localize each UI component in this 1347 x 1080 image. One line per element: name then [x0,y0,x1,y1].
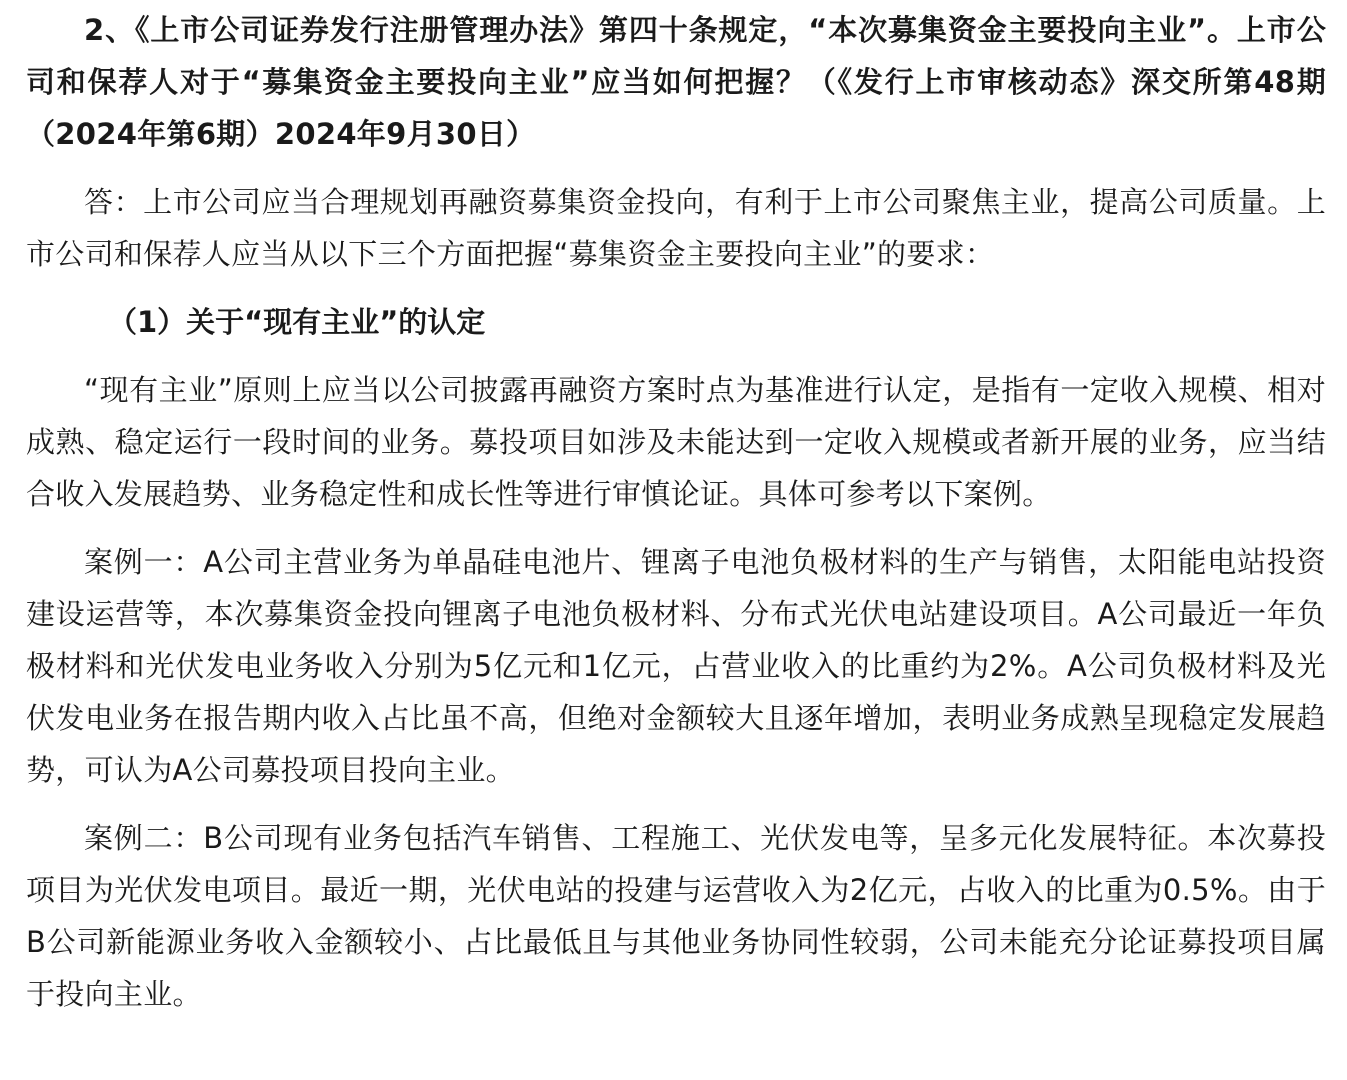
question-paragraph: 2、《上市公司证券发行注册管理办法》第四十条规定，“本次募集资金主要投向主业”。上市公司和保荐人对于“募集资金主要投向主业”应当如何把握？（《发行上市审核动态》深交所第48期（2024年第6期）2024年9月30日） [26,13,1326,151]
section-heading: （1）关于“现有主业”的认定 [108,305,486,339]
case-two-paragraph: 案例二：B公司现有业务包括汽车销售、工程施工、光伏发电等，呈多元化发展特征。本次募投项目为光伏发电项目。最近一期，光伏电站的投建与运营收入为2亿元，占收入的比重为0.5%。由于B公司新能源业务收入金额较小、占比最低且与其他业务协同性较弱，公司未能充分论证募投项目属于投向主业。 [26,821,1326,1011]
case-one-paragraph: 案例一：A公司主营业务为单晶硅电池片、锂离子电池负极材料的生产与销售，太阳能电站投资建设运营等，本次募集资金投向锂离子电池负极材料、分布式光伏电站建设项目。A公司最近一年负极材料和光伏发电业务收入分别为5亿元和1亿元，占营业收入的比重约为2%。A公司负极材料及光伏发电业务在报告期内收入占比虽不高，但绝对金额较大且逐年增加，表明业务成熟呈现稳定发展趋势，可认为A公司募投项目投向主业。 [26,545,1326,787]
definition-paragraph: “现有主业”原则上应当以公司披露再融资方案时点为基准进行认定，是指有一定收入规模、相对成熟、稳定运行一段时间的业务。募投项目如涉及未能达到一定收入规模或者新开展的业务，应当结合收入发展趋势、业务稳定性和成长性等进行审慎论证。具体可参考以下案例。 [26,373,1326,511]
document-body [26,0,1326,1020]
answer-paragraph: 答：上市公司应当合理规划再融资募集资金投向，有利于上市公司聚焦主业，提高公司质量。上市公司和保荐人应当从以下三个方面把握“募集资金主要投向主业”的要求： [26,185,1326,271]
